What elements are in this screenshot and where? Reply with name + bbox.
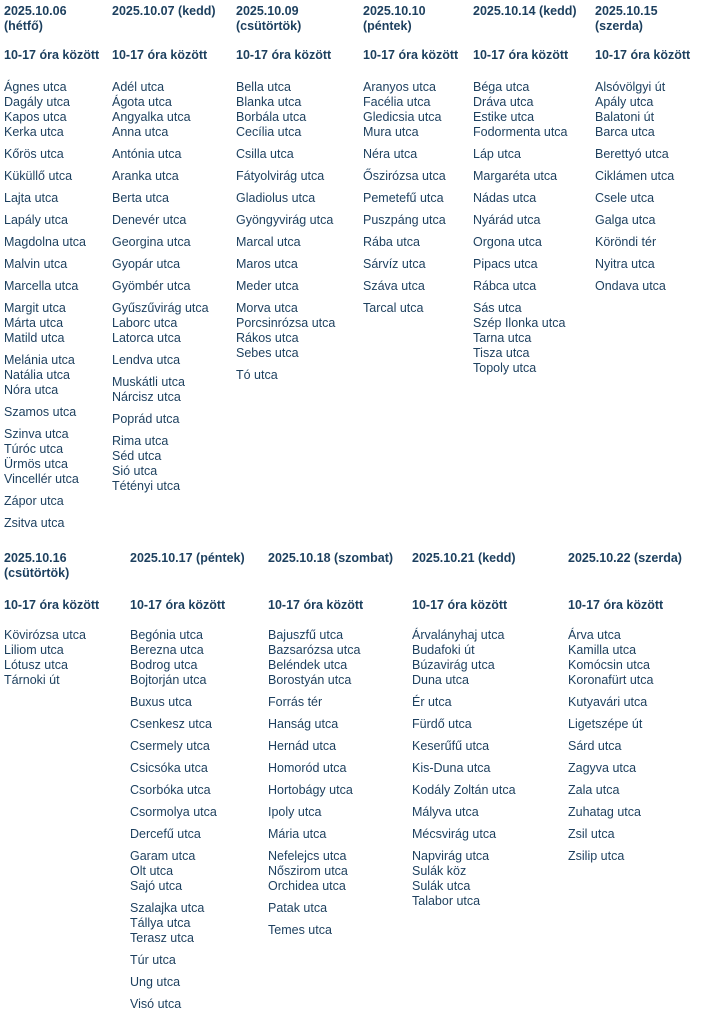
street-item: Sebes utca [236,346,299,360]
street-item: Bajuszfű utca [268,628,344,642]
day-column [412,551,552,908]
street-item: Nyárád utca [473,213,541,227]
street-item: Matild utca [4,331,65,345]
street-item: Zagyva utca [568,761,637,775]
street-item: Latorca utca [112,331,181,345]
street-list [473,80,568,376]
street-list [130,628,217,1012]
day-date-heading: 2025.10.09 (csütörtök) [236,4,302,33]
street-list [112,80,209,494]
street-item: Antónia utca [112,147,182,161]
street-item: Szép Ilonka utca [473,316,566,330]
street-item: Georgina utca [112,235,191,249]
street-item: Borostyán utca [268,673,352,687]
street-item: Ürmös utca [4,457,68,471]
street-item: Szamos utca [4,405,77,419]
street-list [4,80,86,531]
street-item: Morva utca [236,301,298,315]
street-item: Muskátli utca [112,375,185,389]
street-list [363,80,446,316]
street-item: Csormolya utca [130,805,217,819]
day-column [4,551,104,687]
day-column [130,551,265,1011]
street-item: Anna utca [112,125,169,139]
street-item: Cecília utca [236,125,302,139]
street-item: Zuhatag utca [568,805,641,819]
street-item: Túr utca [130,953,176,967]
day-column [473,4,593,375]
street-item: Gyopár utca [112,257,181,271]
street-item: Zsitva utca [4,516,65,530]
time-window: 10-17 óra között [595,48,691,62]
street-item: Tisza utca [473,346,530,360]
day-date-heading: 2025.10.17 (péntek) [130,551,245,565]
street-item: Barca utca [595,125,655,139]
street-item: Sió utca [112,464,158,478]
street-item: Csenkesz utca [130,717,212,731]
time-window: 10-17 óra között [473,48,569,62]
street-item: Estike utca [473,110,535,124]
street-item: Csermely utca [130,739,210,753]
street-item: Bojtorján utca [130,673,207,687]
street-item: Rákos utca [236,331,299,345]
street-item: Meder utca [236,279,299,293]
street-item: Gledicsia utca [363,110,442,124]
street-item: Csorbóka utca [130,783,211,797]
time-window: 10-17 óra között [4,598,100,612]
day-date-heading: 2025.10.07 (kedd) [112,4,216,18]
street-item: Hortobágy utca [268,783,353,797]
time-window: 10-17 óra között [568,598,664,612]
street-item: Tárnoki út [4,673,60,687]
street-item: Rába utca [363,235,420,249]
street-item: Porcsinrózsa utca [236,316,336,330]
day-column [363,4,463,315]
street-item: Sárd utca [568,739,622,753]
street-item: Hanság utca [268,717,339,731]
street-item: Sárvíz utca [363,257,426,271]
street-item: Sás utca [473,301,522,315]
street-item: Mályva utca [412,805,479,819]
street-item: Koronafürt utca [568,673,654,687]
street-item: Liliom utca [4,643,64,657]
street-item: Márta utca [4,316,64,330]
street-item: Tarcal utca [363,301,424,315]
street-item: Maros utca [236,257,298,271]
street-item: Tó utca [236,368,278,382]
day-date-heading: 2025.10.16 (csütörtök) [4,551,70,580]
street-item: Lapály utca [4,213,68,227]
street-list [412,628,516,909]
street-item: Berettyó utca [595,147,669,161]
street-item: Küküllő utca [4,169,73,183]
street-item: Beléndek utca [268,658,348,672]
street-item: Marcella utca [4,279,79,293]
street-item: Mária utca [268,827,327,841]
street-item: Adél utca [112,80,165,94]
street-item: Nádas utca [473,191,537,205]
street-item: Aranyos utca [363,80,436,94]
street-item: Borbála utca [236,110,307,124]
street-item: Séd utca [112,449,162,463]
street-item: Garam utca [130,849,196,863]
street-item: Lótusz utca [4,658,68,672]
street-item: Angyalka utca [112,110,191,124]
street-item: Bazsarózsa utca [268,643,361,657]
day-date-heading: 2025.10.18 (szombat) [268,551,394,565]
street-item: Ondava utca [595,279,666,293]
day-date-heading: 2025.10.22 (szerda) [568,551,682,565]
street-item: Kőrös utca [4,147,64,161]
time-window: 10-17 óra között [130,598,226,612]
street-item: Pipacs utca [473,257,538,271]
day-column [112,4,232,493]
street-item: Kövirózsa utca [4,628,86,642]
street-list [4,628,86,688]
time-window: 10-17 óra között [4,48,100,62]
street-item: Kis-Duna utca [412,761,491,775]
street-item: Margit utca [4,301,66,315]
street-item: Kodály Zoltán utca [412,783,516,797]
street-item: Fátyolvirág utca [236,169,325,183]
street-item: Buxus utca [130,695,192,709]
street-item: Őszirózsa utca [363,169,446,183]
street-item: Vincellér utca [4,472,79,486]
street-item: Mécsvirág utca [412,827,497,841]
street-item: Pemetefű utca [363,191,444,205]
street-item: Duna utca [412,673,469,687]
street-item: Fodormenta utca [473,125,568,139]
street-item: Csele utca [595,191,655,205]
street-item: Dercefű utca [130,827,201,841]
street-item: Dráva utca [473,95,534,109]
street-item: Kapos utca [4,110,67,124]
street-item: Zsil utca [568,827,615,841]
street-item: Olt utca [130,864,174,878]
street-item: Natália utca [4,368,71,382]
street-item: Ung utca [130,975,181,989]
street-item: Zsilip utca [568,849,625,863]
street-item: Csicsóka utca [130,761,208,775]
street-item: Kamilla utca [568,643,637,657]
street-item: Topoly utca [473,361,537,375]
day-column [4,4,104,530]
street-item: Zápor utca [4,494,64,508]
street-item: Dagály utca [4,95,71,109]
street-item: Árva utca [568,628,621,642]
street-item: Szalajka utca [130,901,205,915]
street-item: Néra utca [363,147,418,161]
street-item: Nóra utca [4,383,59,397]
street-list [236,80,335,383]
day-column [595,4,691,293]
time-window: 10-17 óra között [112,48,208,62]
street-item: Begónia utca [130,628,203,642]
street-item: Ipoly utca [268,805,322,819]
street-list [568,628,653,864]
street-item: Gladiolus utca [236,191,316,205]
street-list [595,80,674,294]
street-item: Ágota utca [112,95,172,109]
street-item: Kutyavári utca [568,695,648,709]
street-item: Köröndi tér [595,235,657,249]
day-date-heading: 2025.10.15 (szerda) [595,4,658,33]
street-item: Nőszirom utca [268,864,348,878]
street-item: Temes utca [268,923,332,937]
street-item: Terasz utca [130,931,194,945]
day-date-heading: 2025.10.21 (kedd) [412,551,516,565]
street-item: Malvin utca [4,257,68,271]
street-item: Nyitra utca [595,257,655,271]
street-item: Kerka utca [4,125,64,139]
street-item: Balatoni út [595,110,655,124]
street-item: Poprád utca [112,412,180,426]
street-item: Patak utca [268,901,328,915]
street-item: Apály utca [595,95,654,109]
street-item: Tállya utca [130,916,191,930]
street-item: Száva utca [363,279,425,293]
street-item: Orgona utca [473,235,542,249]
street-item: Láp utca [473,147,521,161]
street-item: Hernád utca [268,739,337,753]
street-item: Marcal utca [236,235,301,249]
street-item: Lajta utca [4,191,59,205]
street-item: Fürdő utca [412,717,472,731]
street-item: Túróc utca [4,442,64,456]
street-item: Berezna utca [130,643,204,657]
street-item: Ágnes utca [4,80,67,94]
street-item: Forrás tér [268,695,323,709]
street-item: Homoród utca [268,761,347,775]
street-item: Sulák utca [412,879,471,893]
street-item: Árvalányhaj utca [412,628,505,642]
day-date-heading: 2025.10.10 (péntek) [363,4,426,33]
street-item: Orchidea utca [268,879,346,893]
street-item: Mura utca [363,125,419,139]
street-item: Nárcisz utca [112,390,181,404]
day-column [268,551,408,937]
street-item: Bodrog utca [130,658,198,672]
street-item: Rábca utca [473,279,537,293]
street-item: Szinva utca [4,427,69,441]
street-item: Ciklámen utca [595,169,675,183]
day-column [568,551,698,863]
street-item: Gyömbér utca [112,279,191,293]
street-item: Nefelejcs utca [268,849,347,863]
street-item: Napvirág utca [412,849,490,863]
street-item: Gyöngyvirág utca [236,213,334,227]
street-item: Laborc utca [112,316,178,330]
street-item: Budafoki út [412,643,475,657]
street-item: Lendva utca [112,353,181,367]
street-item: Galga utca [595,213,656,227]
street-list [268,628,360,938]
time-window: 10-17 óra között [236,48,332,62]
street-item: Facélia utca [363,95,431,109]
street-item: Tarna utca [473,331,532,345]
day-date-heading: 2025.10.14 (kedd) [473,4,577,18]
street-item: Aranka utca [112,169,179,183]
street-item: Búzavirág utca [412,658,495,672]
time-window: 10-17 óra között [412,598,508,612]
street-item: Sajó utca [130,879,183,893]
street-item: Bella utca [236,80,291,94]
street-item: Tétényi utca [112,479,181,493]
street-item: Alsóvölgyi út [595,80,666,94]
street-item: Komócsin utca [568,658,650,672]
street-item: Blanka utca [236,95,302,109]
street-item: Zala utca [568,783,620,797]
street-item: Keserűfű utca [412,739,490,753]
street-item: Ér utca [412,695,452,709]
street-item: Gyűszűvirág utca [112,301,209,315]
street-item: Ligetszépe út [568,717,643,731]
street-item: Denevér utca [112,213,187,227]
street-item: Berta utca [112,191,169,205]
street-item: Magdolna utca [4,235,87,249]
street-item: Sulák köz [412,864,467,878]
street-item: Melánia utca [4,353,75,367]
street-item: Béga utca [473,80,530,94]
street-item: Visó utca [130,997,182,1011]
street-item: Puszpáng utca [363,213,446,227]
street-item: Margaréta utca [473,169,558,183]
day-column [236,4,356,382]
day-date-heading: 2025.10.06 (hétfő) [4,4,67,33]
time-window: 10-17 óra között [363,48,459,62]
street-item: Csilla utca [236,147,294,161]
time-window: 10-17 óra között [268,598,364,612]
street-item: Talabor utca [412,894,481,908]
street-item: Rima utca [112,434,169,448]
